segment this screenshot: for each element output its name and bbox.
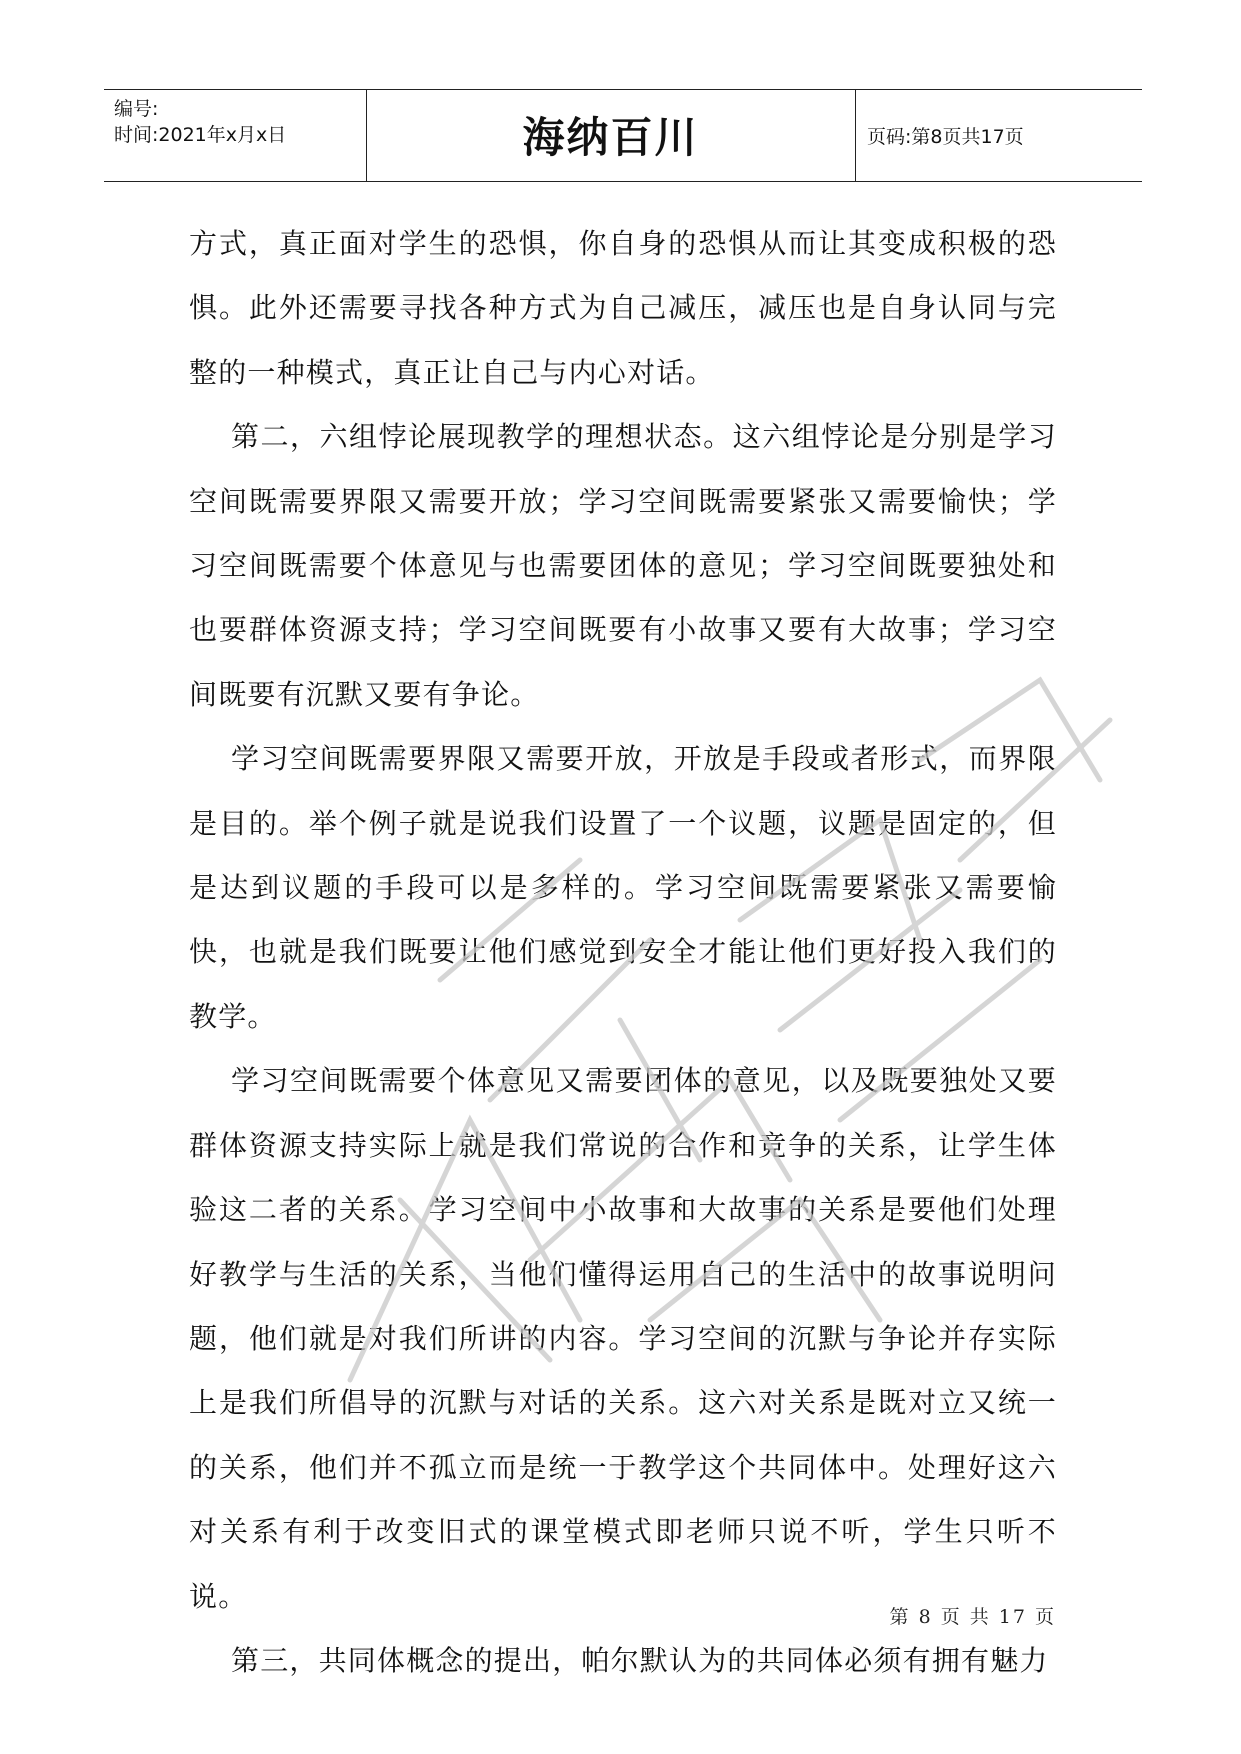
header-info — [114, 96, 286, 148]
paragraph-3: 学习空间既需要界限又需要开放，开放是手段或者形式，而界限是目的。举个例子就是说我们设置了一个议题，议题是固定的，但是达到议题的手段可以是多样的。学习空间既需要紧张又需要愉快，也就是我们既要让他们感觉到安全才能让他们更好投入我们的教学。 — [189, 742, 1057, 1033]
document-body — [189, 212, 1057, 1693]
header-page-label: 页码:第8页共17页 — [867, 125, 1024, 148]
doc-date-label: 时间:2021年x月x日 — [114, 124, 287, 146]
paragraph-2: 第二，六组悖论展现教学的理想状态。这六组悖论是分别是学习空间既需要界限又需要开放；学习空间既需要紧张又需要愉快；学习空间既需要个体意见与也需要团体的意见；学习空间既要独处和也要群体资源支持；学习空间既要有小故事又要有大故事；学习空间既要有沉默又要有争论。 — [189, 420, 1057, 711]
header-title: 海纳百川 — [522, 113, 699, 162]
header-divider-right — [855, 90, 856, 181]
page-footer: 第 8 页 共 17 页 — [889, 1606, 1056, 1628]
paragraph-1: 方式，真正面对学生的恐惧，你自身的恐惧从而让其变成积极的恐惧。此外还需要寻找各种方式为自己减压，减压也是自身认同与完整的一种模式，真正让自己与内心对话。 — [189, 227, 1057, 389]
doc-number-label: 编号: — [114, 98, 159, 120]
paragraph-5: 第三，共同体概念的提出，帕尔默认为的共同体必须有拥有魅力 — [231, 1643, 1049, 1677]
page-header — [104, 89, 1142, 182]
paragraph-4: 学习空间既需要个体意见又需要团体的意见，以及既要独处又要群体资源支持实际上就是我们常说的合作和竞争的关系，让学生体验这二者的关系。学习空间中小故事和大故事的关系是要他们处理好教学与生活的关系，当他们懂得运用自己的生活中的故事说明问题，他们就是对我们所讲的内容。学习空间的沉默与争论并存实际上是我们所倡导的沉默与对话的关系。这六对关系是既对立又统一的关系，他们并不孤立而是统一于教学这个共同体中。处理好这六对关系有利于改变旧式的课堂模式即老师只说不听，学生只听不说。 — [189, 1064, 1057, 1613]
